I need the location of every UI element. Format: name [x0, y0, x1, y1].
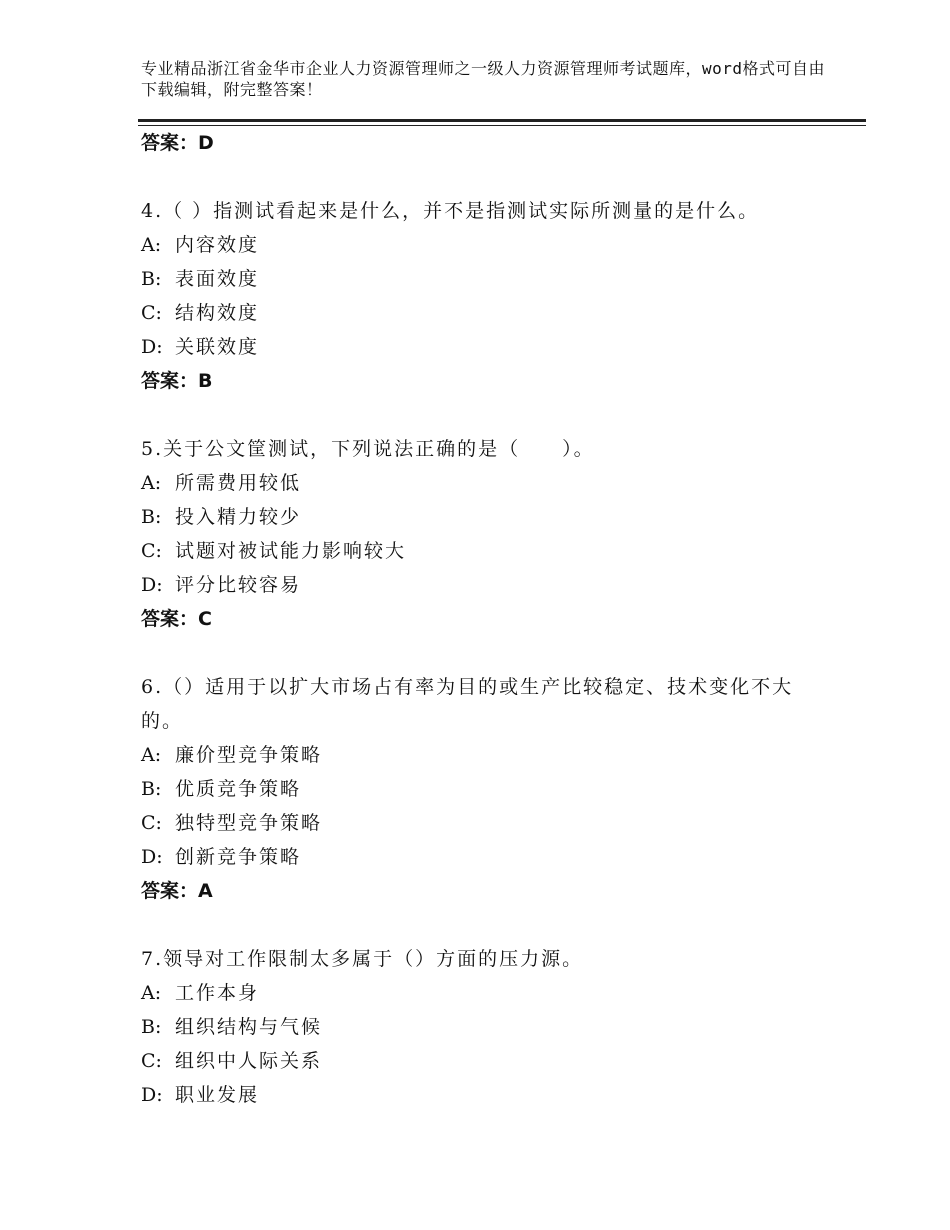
option-text: 独特型竞争策略 — [175, 812, 323, 834]
question-list — [141, 126, 821, 1112]
option-letter: A: — [141, 744, 162, 766]
option-a — [141, 738, 821, 772]
option-letter: C: — [141, 302, 162, 324]
option-letter: B: — [141, 268, 162, 290]
option-a — [141, 466, 821, 500]
option-b — [141, 1010, 821, 1044]
option-a — [141, 228, 821, 262]
page-header: 专业精品浙江省金华市企业人力资源管理师之一级人力资源管理师考试题库，word格式可自由下载编辑，附完整答案！ — [141, 59, 826, 99]
option-c — [141, 296, 821, 330]
question-item — [141, 670, 821, 908]
option-letter: C: — [141, 1050, 162, 1072]
option-text: 结构效度 — [175, 302, 260, 324]
option-letter: D: — [141, 336, 163, 358]
question-stem: 5.关于公文筐测试，下列说法正确的是（ ）。 — [141, 438, 595, 460]
option-text: 职业发展 — [175, 1084, 260, 1106]
option-letter: D: — [141, 574, 163, 596]
option-c — [141, 534, 821, 568]
option-letter: C: — [141, 540, 162, 562]
option-text: 所需费用较低 — [175, 472, 302, 494]
question-item — [141, 942, 821, 1112]
answer-line: 答案：C — [141, 608, 212, 630]
option-text: 关联效度 — [175, 336, 260, 358]
question-item — [141, 194, 821, 398]
option-letter: B: — [141, 506, 162, 528]
option-letter: A: — [141, 472, 162, 494]
option-text: 内容效度 — [175, 234, 260, 256]
option-letter: A: — [141, 982, 162, 1004]
option-text: 廉价型竞争策略 — [175, 744, 323, 766]
option-letter: B: — [141, 778, 162, 800]
option-letter: D: — [141, 1084, 163, 1106]
option-d — [141, 840, 821, 874]
option-text: 评分比较容易 — [175, 574, 302, 596]
option-text: 创新竞争策略 — [175, 846, 302, 868]
option-letter: B: — [141, 1016, 162, 1038]
answer-line: 答案：D — [141, 132, 214, 154]
option-b — [141, 772, 821, 806]
question-item — [141, 432, 821, 636]
option-text: 投入精力较少 — [175, 506, 302, 528]
option-c — [141, 806, 821, 840]
option-text: 组织结构与气候 — [175, 1016, 323, 1038]
option-b — [141, 262, 821, 296]
header-rule-thick — [138, 119, 866, 122]
question-stem: 7.领导对工作限制太多属于（）方面的压力源。 — [141, 948, 584, 970]
option-a — [141, 976, 821, 1010]
question-stem: 6.（）适用于以扩大市场占有率为目的或生产比较稳定、技术变化不大的。 — [141, 676, 794, 732]
option-c — [141, 1044, 821, 1078]
option-d — [141, 568, 821, 602]
option-d — [141, 330, 821, 364]
option-text: 组织中人际关系 — [175, 1050, 323, 1072]
option-text: 试题对被试能力影响较大 — [175, 540, 407, 562]
option-d — [141, 1078, 821, 1112]
option-letter: A: — [141, 234, 162, 256]
option-text: 表面效度 — [175, 268, 260, 290]
question-stem: 4.（ ）指测试看起来是什么，并不是指测试实际所测量的是什么。 — [141, 200, 760, 222]
option-letter: D: — [141, 846, 163, 868]
option-text: 工作本身 — [175, 982, 260, 1004]
option-text: 优质竞争策略 — [175, 778, 302, 800]
answer-line: 答案：A — [141, 880, 213, 902]
option-b — [141, 500, 821, 534]
answer-line: 答案：B — [141, 370, 213, 392]
option-letter: C: — [141, 812, 162, 834]
